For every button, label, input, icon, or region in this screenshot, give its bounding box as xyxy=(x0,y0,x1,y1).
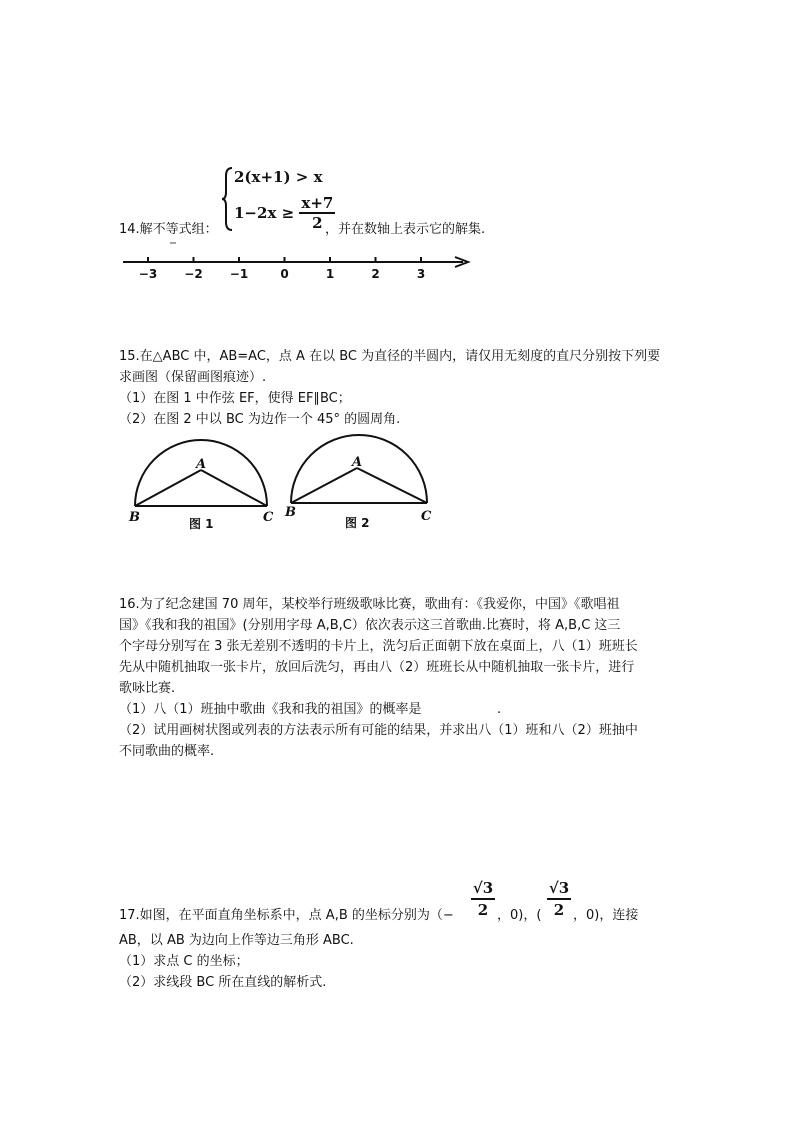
q15-figure-1 xyxy=(128,440,274,531)
q14-tick-label: 3 xyxy=(416,267,426,281)
q17-part1: （1）求点 C 的坐标； xyxy=(119,954,249,969)
q14-inequality-2-left: 1−2x ≥ xyxy=(234,204,295,222)
q16-part2-line1: （2）试用画树状图或列表的方法表示所有可能的结果，并求出八（1）班和八（2）班抽中 xyxy=(119,723,638,738)
q17-fraction-2-denominator: 2 xyxy=(553,901,565,919)
q17-part2: （2）求线段 BC 所在直线的解析式. xyxy=(119,975,327,990)
q14-number-line xyxy=(118,240,478,285)
q14-tick-label: −1 xyxy=(229,267,249,281)
fig2-side-ab xyxy=(291,468,357,503)
q17-fraction-1-denominator: 2 xyxy=(477,901,489,919)
q17-fraction-2 xyxy=(547,878,571,920)
q17-fraction-1-numerator: √3 xyxy=(471,878,495,900)
fig1-caption: 图 1 xyxy=(189,517,214,531)
fig1-label-a: A xyxy=(196,457,207,472)
q14-tick-label: −2 xyxy=(184,267,203,281)
fig2-label-b: B xyxy=(285,505,296,520)
q14-tick-label: 0 xyxy=(280,267,289,281)
q17-coord-mid2: ，0)，连接 xyxy=(573,908,639,923)
fig1-label-b: B xyxy=(129,510,140,525)
fig1-label-c: C xyxy=(263,510,274,525)
q17-line2: AB，以 AB 为边向上作等边三角形 ABC. xyxy=(119,933,354,948)
q14-tick-label: 2 xyxy=(371,267,380,281)
fig2-side-ac xyxy=(357,468,427,503)
q15-figures xyxy=(125,430,445,540)
fig2-caption: 图 2 xyxy=(345,516,370,530)
q17-fraction-1 xyxy=(471,878,495,920)
fig2-label-c: C xyxy=(421,509,432,524)
q16-part2-line2: 不同歌曲的概率. xyxy=(119,744,215,759)
q15-part1: （1）在图 1 中作弦 EF，使得 EF∥BC； xyxy=(119,391,351,406)
q16-line2: 国》《我和我的祖国》(分别用字母 A,B,C）依次表示这三首歌曲.比赛时，将 A,B,C 这三 xyxy=(119,618,621,633)
q14-fraction-denominator: 2 xyxy=(312,214,323,232)
q14-inequality-2 xyxy=(234,194,335,232)
q14-inequality-1: 2(x+1) > x xyxy=(234,168,323,186)
fig2-label-a: A xyxy=(352,455,363,470)
q15-part2: （2）在图 2 中以 BC 为边作一个 45° 的圆周角. xyxy=(119,412,401,427)
fig1-side-ab xyxy=(135,470,201,506)
q17-fraction-2-numerator: √3 xyxy=(547,878,571,900)
q16-line5: 歌咏比赛. xyxy=(119,681,176,696)
q14-prefix: 14.解不等式组： xyxy=(119,222,218,237)
q15-figure-2 xyxy=(284,435,432,530)
q14-brace xyxy=(222,166,234,236)
q16-line4: 先从中随机抽取一张卡片，放回后洗匀，再由八（2）班班长从中随机抽取一张卡片，进行 xyxy=(119,660,635,675)
q14-fraction-numerator: x+7 xyxy=(301,194,334,212)
fig1-side-ac xyxy=(201,470,267,506)
q17-coord-mid1: ，0)，( xyxy=(497,908,542,923)
q14-suffix: ，并在数轴上表示它的解集. xyxy=(325,222,486,237)
q14-tick-label: 1 xyxy=(325,267,335,281)
q16-line3: 个字母分别写在 3 张无差别不透明的卡片上，洗匀后正面朝下放在桌面上，八（1）班班长 xyxy=(119,639,638,654)
q17-text-start: 17.如图，在平面直角坐标系中，点 A,B 的坐标分别为（− xyxy=(119,908,454,923)
q16-part1-end: . xyxy=(497,702,502,717)
q14-tick-label: −3 xyxy=(138,267,158,281)
q16-line1: 16.为了纪念建国 70 周年，某校举行班级歌咏比赛，歌曲有：《我爱你，中国》《歌唱祖 xyxy=(119,597,620,612)
q16-part1: （1）八（1）班抽中歌曲《我和我的祖国》的概率是 xyxy=(119,702,422,717)
q15-line1: 15.在△ABC 中，AB=AC，点 A 在以 BC 为直径的半圆内，请仅用无刻度的直尺分别按下列要 xyxy=(119,349,661,364)
q15-line2: 求画图（保留画图痕迹）. xyxy=(119,370,267,385)
